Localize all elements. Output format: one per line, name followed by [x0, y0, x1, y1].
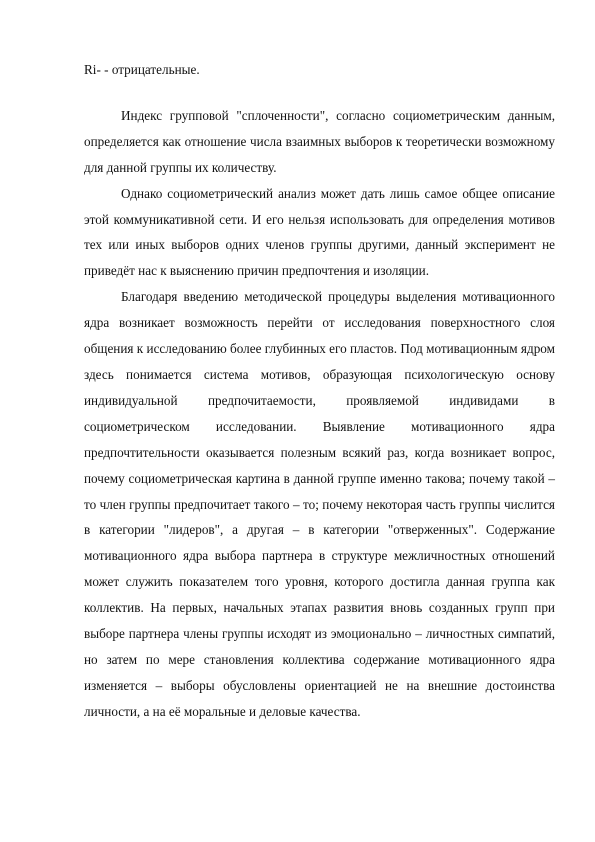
document-body [84, 57, 555, 725]
paragraph-sociometric-analysis: Однако социометрический анализ может дать лишь самое общее описание этой коммуникативной сети. И его нельзя использовать для определения мотивов тех или иных выборов одних членов группы другими, данный эксперимент не приведёт нас к выяснению причин предпочтения и изоляции. [84, 185, 555, 279]
paragraph-motivational-core: Благодаря введению методической процедуры выделения мотивационного ядра возникает возможность перейти от исследования поверхностного слоя общения к исследованию более глубинных его пластов. Под мотивационным ядром здесь понимается система мотивов, образующая психологическую основу индивидуальной предпочитаемости, проявляемой индивидами в социометрическом исследовании. Выявление мотивационного ядра предпочтительности оказывается полезным всякий раз, когда возникает вопрос, почему социометрическая картина в данной группе именно такова; почему такой –то член группы предпочитает такого – то; почему некоторая часть группы числится в категории "лидеров", а другая – в категории "отверженных". Содержание мотивационного ядра выбора партнера в структуре межличностных отношений может служить показателем того уровня, которого достигла данная группа как коллектив. На первых, начальных этапах развития вновь созданных групп при выборе партнера члены группы исходят из эмоционально – личностных симпатий, но затем по мере становления коллектива содержание мотивационного ядра изменяется – выборы обусловлены ориентацией не на внешние достоинства личности, а на её моральные и деловые качества. [84, 289, 555, 719]
paragraph-cohesion-index: Индекс групповой "сплоченности", согласно социометрическим данным, определяется как отношение числа взаимных выборов к теоретически возможному для данной группы их количеству. [84, 107, 555, 175]
paragraph-gap [84, 83, 555, 103]
first-line: Ri- - отрицательные. [84, 62, 200, 77]
